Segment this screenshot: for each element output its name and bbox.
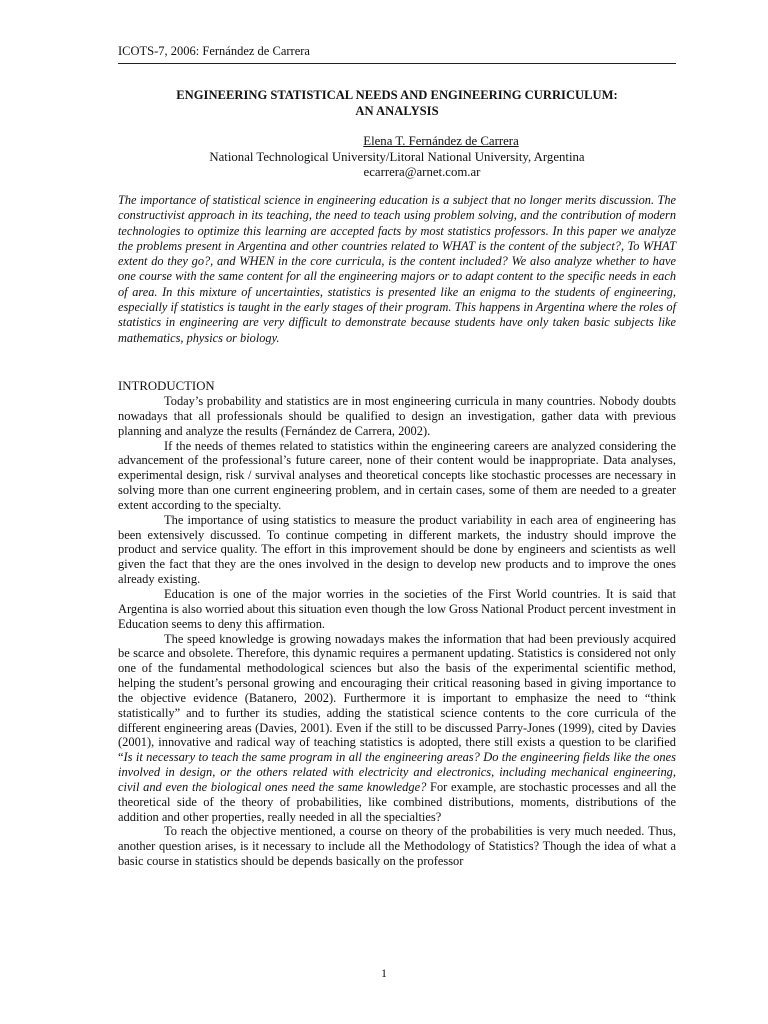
header-rule (118, 63, 676, 64)
paper-title (118, 88, 676, 119)
paragraph-5-text-a: The speed knowledge is growing nowadays makes the information that had been previously acquired be scarce and obsolete. Therefore, this dynamic requires a permanent updating. Statistics is considered not only one of the fundamental methodological sciences but also the basis of the experimental scientific method, helping the student’s personal growing and encouraging their critical reasoning based in giving importance to the objective evidence (Batanero, 2002). Furthermore it is important to emphasize the need to “think statistically” and to further its studies, adding the statistical science contents to the core curricula of the different engineering areas (Davies, 2001). Even if the still to be discussed Parry-Jones (1999), cited by Davies (2001), innovative and radical way of teaching statistics is adopted, there still exists a question to be clarified “ (118, 631, 676, 765)
paragraph-6: To reach the objective mentioned, a course on theory of the probabilities is very much needed. Thus, another question arises, is it necessary to include all the Methodology of Statistics? Though the idea of what a basic course in statistics should be depends basically on the professor (118, 824, 676, 869)
author-name: Elena T. Fernández de Carrera (363, 134, 519, 148)
page-number: 1 (381, 966, 387, 980)
running-header: ICOTS-7, 2006: Fernández de Carrera (118, 44, 310, 58)
paragraph-5-text-b: For example, are stochastic processes and all the theoretical side of the theory of probabilities, like combined distributions, moments, distributions of the addition and other properties, really needed in all the specialties? (118, 779, 676, 824)
section-heading-introduction: INTRODUCTION (118, 379, 215, 393)
author-email: ecarrera@arnet.com.ar (363, 165, 481, 179)
paragraph-1: Today’s probability and statistics are in most engineering curricula in many countries. Nobody doubts nowadays that all professionals should be qualified to design an investigation, gather data with previous planning and analyze the results (Fernández de Carrera, 2002). (118, 394, 676, 438)
paper-title-line-2: AN ANALYSIS (355, 103, 439, 118)
paragraph-5-question: Is it necessary to teach the same program in all the engineering areas? Do the engineering fields like the ones involved in design, or the others related with electricity and electronics, including mechanical engineering, civil and even the biological ones need the same knowledge? (118, 750, 676, 794)
abstract: The importance of statistical science in engineering education is a subject that no longer merits discussion. The constructivist approach in its teaching, the need to teach using problem solving, and the contribution of modern technologies to optimize this learning are accepted facts by most statistics professors. In this paper we analyze the problems present in Argentina and other countries related to WHAT is the content of the subject?, To WHAT extent do they go?, and WHEN in the core curricula, is the content included? We also analyze whether to have one course with the same content for all the engineering majors or to adapt content to the specific needs in each of area. In this mixture of uncertainties, statistics is presented like an enigma to the students of engineering, especially if statistics is taught in the early stages of their program. This happens in Argentina where the roles of statistics in engineering are very difficult to demonstrate because students have only taken basic subjects like mathematics, physics or biology. (118, 193, 676, 345)
paper-title-line-1: ENGINEERING STATISTICAL NEEDS AND ENGINEERING CURRICULUM: (176, 88, 618, 102)
author-block (118, 134, 676, 181)
paragraph-5 (118, 632, 676, 825)
paragraph-4: Education is one of the major worries in the societies of the First World countries. It is said that Argentina is also worried about this situation even though the low Gross National Product percent investment in Education seems to deny this affirmation. (118, 586, 676, 631)
paragraph-2: If the needs of themes related to statistics within the engineering careers are analyzed considering the advancement of the professional’s future career, none of their content would be inappropriate. Data analyses, experimental design, risk / survival analyses and theoretical concepts like stochastic processes are necessary in solving more than one current engineering problem, and in certain cases, some of them are needed to a greater extent according to the specialty. (118, 438, 676, 512)
paragraph-3: The importance of using statistics to measure the product variability in each area of engineering has been extensively discussed. To continue competing in different markets, the industry should improve the product and service quality. The effort in this improvement should be done by engineers and scientists as well given the fact that they are the ones involved in the design to develop new products and to improve the ones already existing. (118, 512, 676, 587)
author-affiliation: National Technological University/Litoral National University, Argentina (209, 149, 585, 164)
body-text (118, 379, 676, 869)
